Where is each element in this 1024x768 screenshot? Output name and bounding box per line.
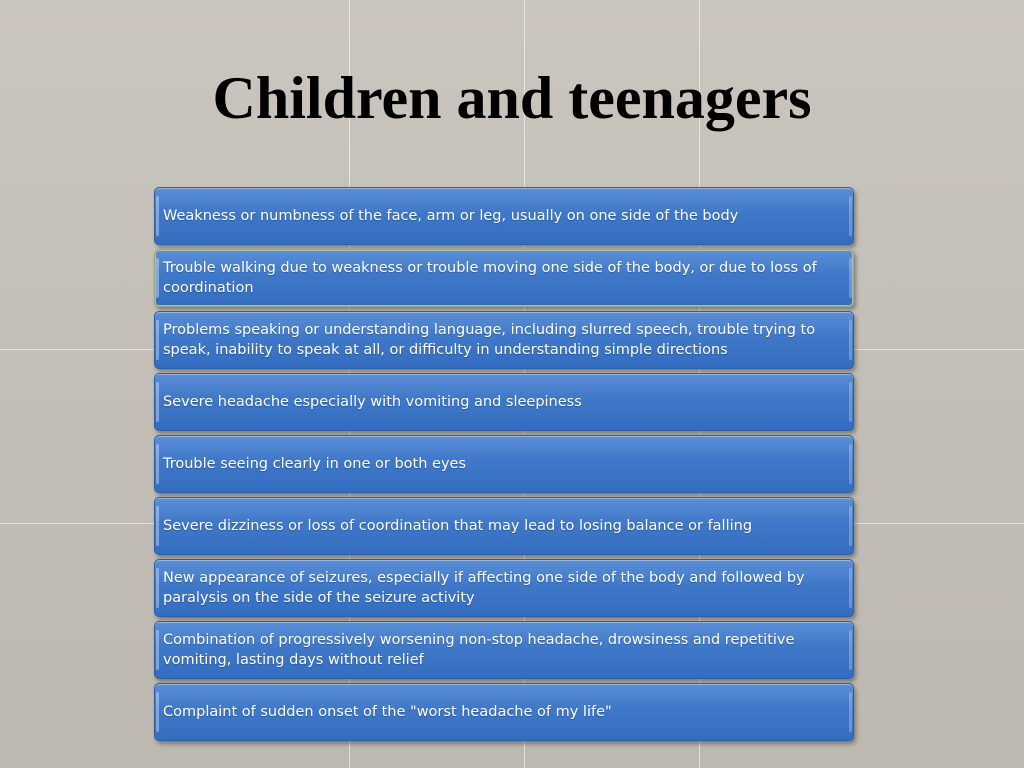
slide-title: Children and teenagers <box>212 65 812 131</box>
list-item-text: Trouble seeing clearly in one or both eyes <box>163 456 467 472</box>
list-item <box>154 621 854 679</box>
list-item <box>154 683 854 741</box>
list-item-text: Complaint of sudden onset of the "worst headache of my life" <box>163 704 612 720</box>
list-item <box>154 187 854 245</box>
list-item <box>154 435 854 493</box>
list-item <box>154 497 854 555</box>
list-item <box>154 559 854 617</box>
list-item <box>154 249 854 307</box>
list-item-text: Problems speaking or understanding language, including slurred speech, trouble trying to speak, inability to speak at all, or difficulty in understanding simple directions <box>163 322 816 358</box>
symptom-list <box>154 187 854 745</box>
list-item-text: Trouble walking due to weakness or trouble moving one side of the body, or due to loss of coordination <box>163 260 817 296</box>
list-item <box>154 373 854 431</box>
list-item-text: Severe dizziness or loss of coordination that may lead to losing balance or falling <box>163 518 753 534</box>
list-item-text: Weakness or numbness of the face, arm or leg, usually on one side of the body <box>163 208 739 224</box>
list-item-text: New appearance of seizures, especially if affecting one side of the body and followed by paralysis on the side of the seizure activity <box>163 570 805 606</box>
list-item-text: Severe headache especially with vomiting and sleepiness <box>163 394 582 410</box>
list-item-text: Combination of progressively worsening non-stop headache, drowsiness and repetitive vomiting, lasting days without relief <box>163 632 795 668</box>
list-item <box>154 311 854 369</box>
